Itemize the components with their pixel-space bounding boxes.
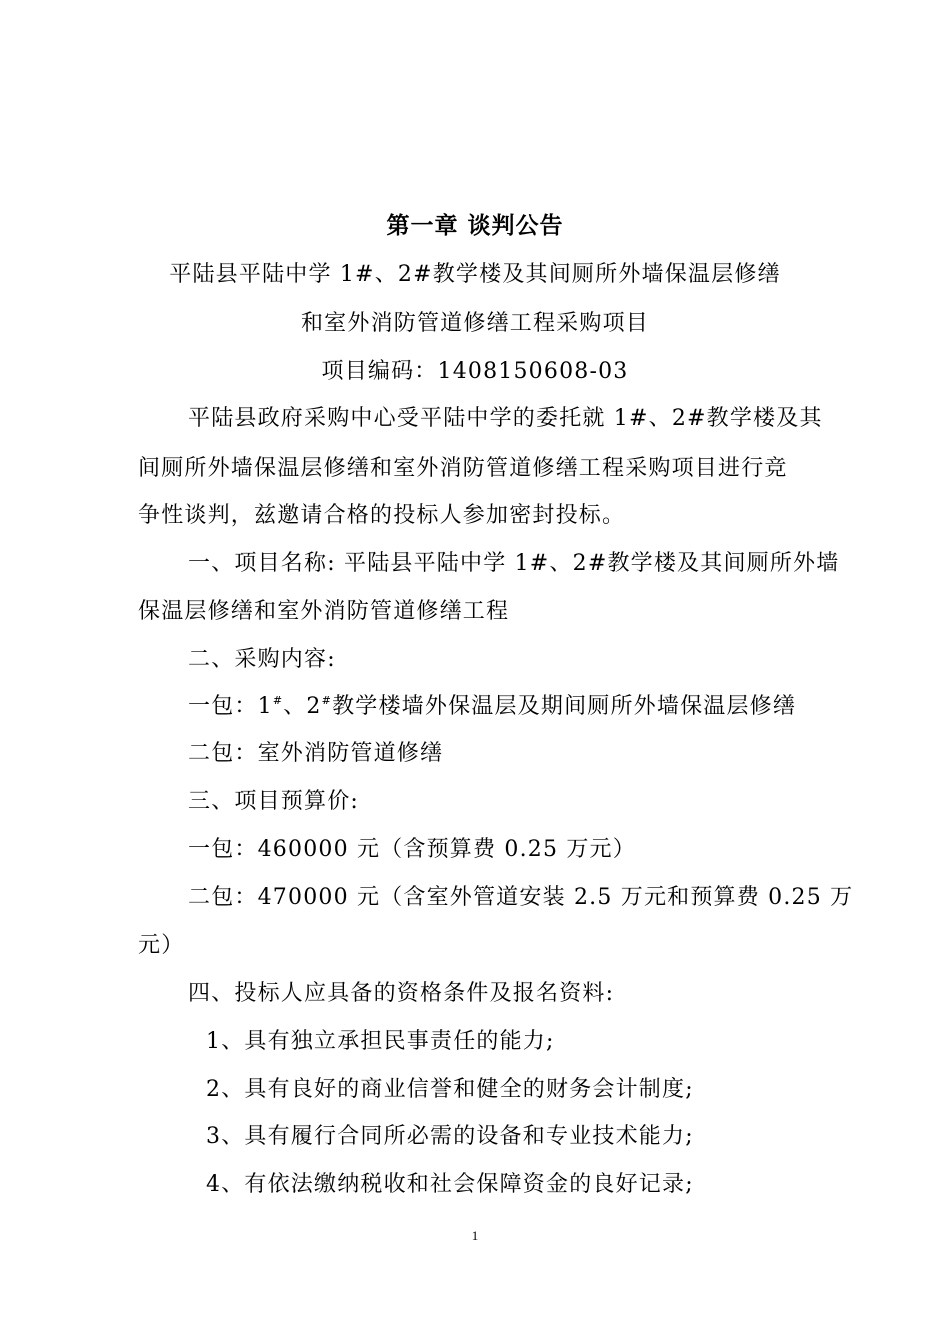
item-4-heading: 四、投标人应具备的资格条件及报名资料:	[188, 981, 615, 1006]
package-1-sup-2: #	[321, 694, 333, 707]
price-package-2-line-1: 二包：470000 元（含室外管道安装 2.5 万元和预算费 0.25 万	[188, 885, 854, 910]
item-2-heading: 二、采购内容:	[188, 647, 336, 672]
package-1-suffix: 教学楼墙外保温层及期间厕所外墙保温层修缮	[332, 694, 797, 719]
item-3-heading: 三、项目预算价:	[188, 789, 360, 814]
package-1-prefix: 一包：1	[188, 694, 273, 719]
price-package-2-line-2: 元）	[138, 933, 185, 958]
price-package-1: 一包：460000 元（含预算费 0.25 万元）	[188, 837, 636, 862]
intro-paragraph-line-2: 间厕所外墙保温层修缮和室外消防管道修缮工程采购项目进行竞	[138, 456, 788, 481]
qualification-item: 2、具有良好的商业信誉和健全的财务会计制度;	[206, 1077, 694, 1102]
qualification-item: 1、具有独立承担民事责任的能力;	[206, 1029, 555, 1054]
project-title-line-1: 平陆县平陆中学 1#、2#教学楼及其间厕所外墙保温层修缮	[169, 262, 781, 287]
project-title-line-2: 和室外消防管道修缮工程采购项目	[300, 311, 649, 336]
chapter-title: 第一章 谈判公告	[386, 213, 564, 239]
package-1-content	[188, 692, 796, 722]
project-code: 项目编码：1408150608-03	[321, 359, 629, 384]
item-1-line-2: 保温层修缮和室外消防管道修缮工程	[138, 599, 510, 624]
qualification-item: 4、有依法缴纳税收和社会保障资金的良好记录;	[206, 1172, 694, 1197]
item-1-line-1: 一、项目名称: 平陆县平陆中学 1#、2#教学楼及其间厕所外墙	[188, 551, 840, 576]
package-1-mid: 、2	[283, 694, 322, 719]
intro-paragraph-line-3: 争性谈判，兹邀请合格的投标人参加密封投标。	[138, 503, 626, 528]
package-1-sup-1: #	[272, 694, 284, 707]
qualification-item: 3、具有履行合同所必需的设备和专业技术能力;	[206, 1124, 694, 1149]
page-number: 1	[471, 1228, 479, 1243]
intro-paragraph-line-1: 平陆县政府采购中心受平陆中学的委托就 1#、2#教学楼及其	[188, 406, 823, 431]
package-2-content: 二包：室外消防管道修缮	[188, 741, 444, 766]
